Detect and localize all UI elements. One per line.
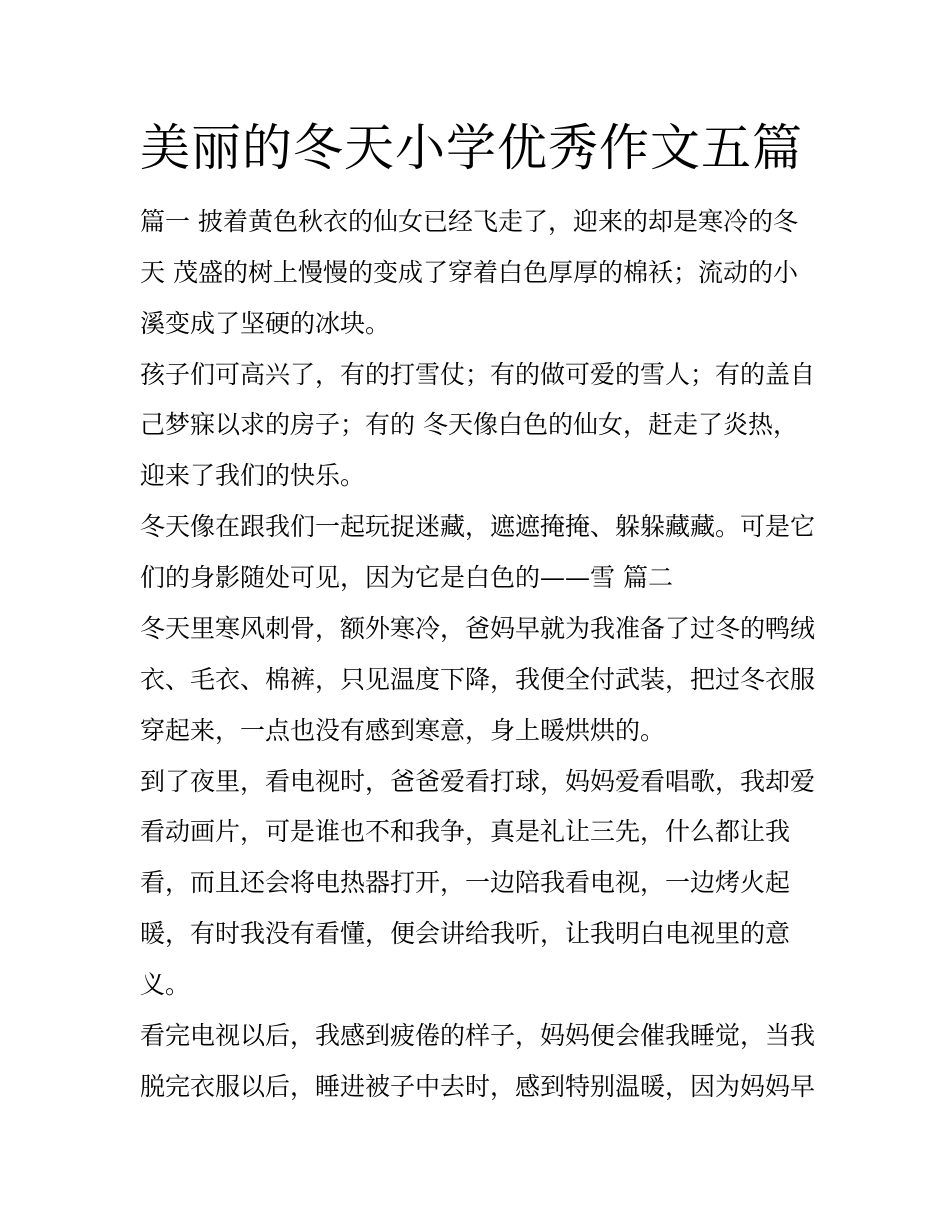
text-line: 天 茂盛的树上慢慢的变成了穿着白色厚厚的棉袄；流动的小 [140,258,798,287]
text-line: 看动画片，可是谁也不和我争，真是礼让三先，什么都让我 [140,817,791,846]
text-line: 到了夜里，看电视时，爸爸爱看打球，妈妈爱看唱歌，我却爱 [140,767,816,796]
text-line: 溪变成了坚硬的冰块。 [140,309,391,338]
text-line: 冬天像在跟我们一起玩捉迷藏，遮遮掩掩、躲躲藏藏。可是它 [140,512,816,541]
text-line: 穿起来，一点也没有感到寒意，身上暖烘烘的。 [140,716,666,745]
text-line: 衣、毛衣、棉裤，只见温度下降，我便全付武装，把过冬衣服 [140,665,816,694]
text-line: 篇一 披着黄色秋衣的仙女已经飞走了，迎来的却是寒冷的冬 [140,207,798,236]
text-line: 脱完衣服以后，睡进被子中去时，感到特别温暖，因为妈妈早 [140,1072,816,1101]
text-line: 己梦寐以求的房子；有的 冬天像白色的仙女，赶走了炎热， [140,410,798,439]
text-line: 义。 [140,970,191,999]
page-title: 美丽的冬天小学优秀作文五篇 [140,119,803,177]
text-line: 冬天里寒风刺骨，额外寒冷，爸妈早就为我准备了过冬的鸭绒 [140,614,816,643]
text-line: 迎来了我们的快乐。 [140,461,366,490]
text-line: 们的身影随处可见，因为它是白色的——雪 篇二 [140,563,673,592]
text-line: 孩子们可高兴了，有的打雪仗；有的做可爱的雪人；有的盖自 [140,360,816,389]
text-line: 暖，有时我没有看懂，便会讲给我听，让我明白电视里的意 [140,919,791,948]
text-line: 看，而且还会将电热器打开，一边陪我看电视，一边烤火起 [140,868,791,897]
text-line: 看完电视以后，我感到疲倦的样子，妈妈便会催我睡觉，当我 [140,1021,816,1050]
